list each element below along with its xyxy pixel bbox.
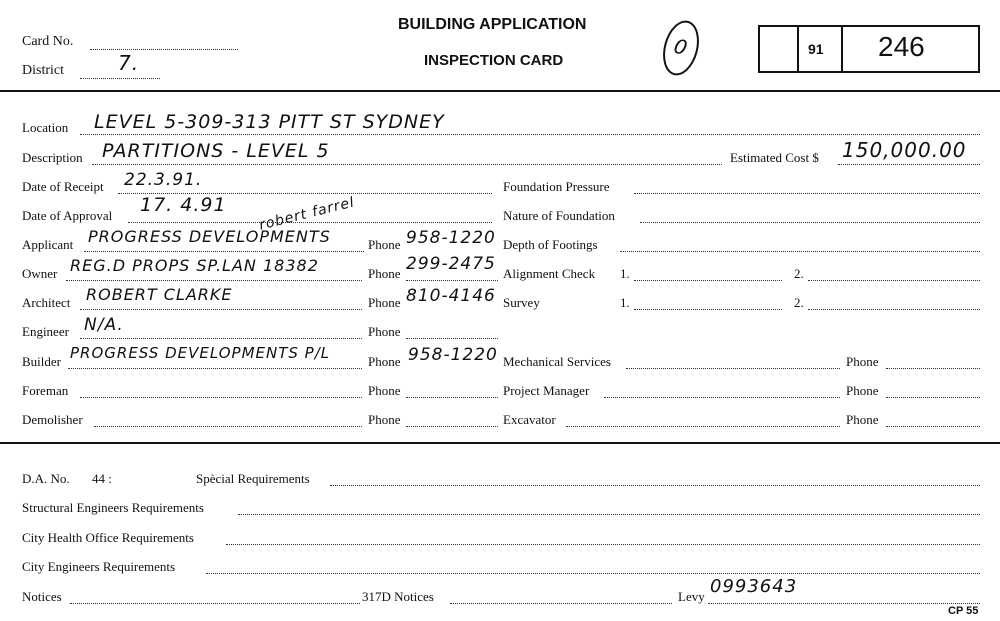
demolisher-label: Demolisher bbox=[22, 412, 83, 427]
survey-field-2[interactable] bbox=[808, 309, 980, 310]
date-of-approval-label: Date of Approval bbox=[22, 208, 113, 223]
estimated-cost-value: 150,000.00 bbox=[842, 138, 967, 162]
architect-phone-label: Phone bbox=[368, 295, 401, 310]
project-manager-phone-field[interactable] bbox=[886, 397, 980, 398]
engineer-phone-label: Phone bbox=[368, 324, 401, 339]
engineer-field[interactable] bbox=[80, 338, 362, 339]
notices-317d-field[interactable] bbox=[450, 603, 672, 604]
mechanical-services-phone-field[interactable] bbox=[886, 368, 980, 369]
date-of-receipt-value: 22.3.91. bbox=[124, 170, 203, 190]
description-value: PARTITIONS - LEVEL 5 bbox=[102, 140, 330, 162]
survey-field-1[interactable] bbox=[634, 309, 782, 310]
structural-requirements-field[interactable] bbox=[238, 514, 980, 515]
date-of-approval-field[interactable] bbox=[128, 222, 492, 223]
health-requirements-label: City Health Office Requirements bbox=[22, 530, 194, 545]
foreman-field[interactable] bbox=[80, 397, 362, 398]
description-label: Description bbox=[22, 150, 83, 165]
excavator-phone-field[interactable] bbox=[886, 426, 980, 427]
project-manager-field[interactable] bbox=[604, 397, 840, 398]
builder-field[interactable] bbox=[68, 368, 362, 369]
district-label: District bbox=[22, 63, 64, 78]
owner-label: Owner bbox=[22, 266, 58, 281]
special-requirements-label: Spècial Requirements bbox=[196, 471, 310, 486]
health-requirements-field[interactable] bbox=[226, 544, 980, 545]
card-number-box bbox=[758, 25, 980, 73]
special-requirements-field[interactable] bbox=[330, 485, 980, 486]
card-title-line2: INSPECTION CARD bbox=[424, 52, 564, 69]
engineer-value: N/A. bbox=[84, 315, 124, 335]
builder-value: PROGRESS DEVELOPMENTS P/L bbox=[70, 344, 331, 362]
owner-value: REG.D PROPS SP.LAN 18382 bbox=[70, 256, 319, 275]
builder-phone-label: Phone bbox=[368, 354, 401, 369]
nature-of-foundation-field[interactable] bbox=[640, 222, 980, 223]
foreman-phone-field[interactable] bbox=[406, 397, 498, 398]
engineer-label: Engineer bbox=[22, 324, 69, 339]
district-value: 7. bbox=[118, 51, 140, 75]
owner-phone-label: Phone bbox=[368, 266, 401, 281]
engineers-requirements-label: City Engineers Requirements bbox=[22, 559, 176, 574]
architect-label: Architect bbox=[22, 295, 71, 310]
mechanical-services-field[interactable] bbox=[626, 368, 840, 369]
excavator-label: Excavator bbox=[503, 412, 556, 427]
builder-phone-value: 958-1220 bbox=[408, 345, 498, 365]
notices-field[interactable] bbox=[70, 603, 360, 604]
estimated-cost-field[interactable] bbox=[838, 164, 980, 165]
project-manager-label: Project Manager bbox=[503, 383, 590, 398]
section-divider bbox=[0, 442, 1000, 444]
architect-value: ROBERT CLARKE bbox=[86, 285, 233, 304]
excavator-field[interactable] bbox=[566, 426, 840, 427]
description-field[interactable] bbox=[92, 164, 722, 165]
district-field[interactable] bbox=[80, 78, 160, 79]
levy-value: 0993643 bbox=[710, 576, 798, 597]
card-year: 91 bbox=[808, 41, 824, 57]
engineer-phone-field[interactable] bbox=[406, 338, 498, 339]
applicant-field[interactable] bbox=[84, 251, 364, 252]
date-of-receipt-label: Date of Receipt bbox=[22, 179, 104, 194]
alignment-check-num2: 2. bbox=[794, 266, 804, 281]
survey-label: Survey bbox=[503, 295, 540, 310]
levy-field[interactable] bbox=[708, 603, 980, 604]
location-field[interactable] bbox=[80, 134, 980, 135]
mechanical-services-label: Mechanical Services bbox=[503, 354, 611, 369]
form-code: CP 55 bbox=[948, 605, 979, 617]
circled-mark: 0 bbox=[657, 17, 704, 80]
architect-field[interactable] bbox=[80, 309, 362, 310]
owner-phone-field[interactable] bbox=[406, 280, 498, 281]
engineers-requirements-field[interactable] bbox=[206, 573, 980, 574]
alignment-check-field-1[interactable] bbox=[634, 280, 782, 281]
applicant-label: Applicant bbox=[22, 237, 74, 252]
levy-label: Levy bbox=[678, 589, 705, 604]
da-no-label: D.A. No. bbox=[22, 471, 70, 486]
date-of-approval-value: 17. 4.91 bbox=[140, 194, 227, 216]
excavator-phone-label: Phone bbox=[846, 412, 879, 427]
builder-label: Builder bbox=[22, 354, 61, 369]
da-no-value: 44 : bbox=[92, 471, 112, 486]
foreman-label: Foreman bbox=[22, 383, 69, 398]
structural-requirements-label: Structural Engineers Requirements bbox=[22, 500, 204, 515]
header-divider bbox=[0, 90, 1000, 92]
depth-of-footings-field[interactable] bbox=[620, 251, 980, 252]
card-title-line1: BUILDING APPLICATION bbox=[398, 16, 587, 33]
card-no-label: Card No. bbox=[22, 34, 74, 49]
alignment-check-field-2[interactable] bbox=[808, 280, 980, 281]
foundation-pressure-label: Foundation Pressure bbox=[503, 179, 610, 194]
mechanical-services-phone-label: Phone bbox=[846, 354, 879, 369]
survey-num2: 2. bbox=[794, 295, 804, 310]
survey-num1: 1. bbox=[620, 295, 630, 310]
alignment-check-num1: 1. bbox=[620, 266, 630, 281]
foundation-pressure-field[interactable] bbox=[634, 193, 980, 194]
card-no-field[interactable] bbox=[90, 49, 238, 50]
estimated-cost-label: Estimated Cost $ bbox=[730, 150, 819, 165]
applicant-phone-label: Phone bbox=[368, 237, 401, 252]
foreman-phone-label: Phone bbox=[368, 383, 401, 398]
demolisher-field[interactable] bbox=[94, 426, 362, 427]
project-manager-phone-label: Phone bbox=[846, 383, 879, 398]
date-of-approval-annotation: robert farrel bbox=[257, 194, 357, 234]
demolisher-phone-field[interactable] bbox=[406, 426, 498, 427]
nature-of-foundation-label: Nature of Foundation bbox=[503, 208, 615, 223]
applicant-value: PROGRESS DEVELOPMENTS bbox=[88, 227, 331, 246]
notices-317d-label: 317D Notices bbox=[362, 589, 434, 604]
location-label: Location bbox=[22, 120, 69, 135]
depth-of-footings-label: Depth of Footings bbox=[503, 237, 598, 252]
notices-label: Notices bbox=[22, 589, 62, 604]
owner-phone-value: 299-2475 bbox=[406, 254, 496, 274]
demolisher-phone-label: Phone bbox=[368, 412, 401, 427]
alignment-check-label: Alignment Check bbox=[503, 266, 596, 281]
card-number: 246 bbox=[878, 31, 925, 62]
owner-field[interactable] bbox=[66, 280, 362, 281]
architect-phone-value: 810-4146 bbox=[406, 286, 496, 306]
applicant-phone-value: 958-1220 bbox=[406, 228, 496, 248]
location-value: LEVEL 5-309-313 PITT ST SYDNEY bbox=[94, 111, 445, 133]
